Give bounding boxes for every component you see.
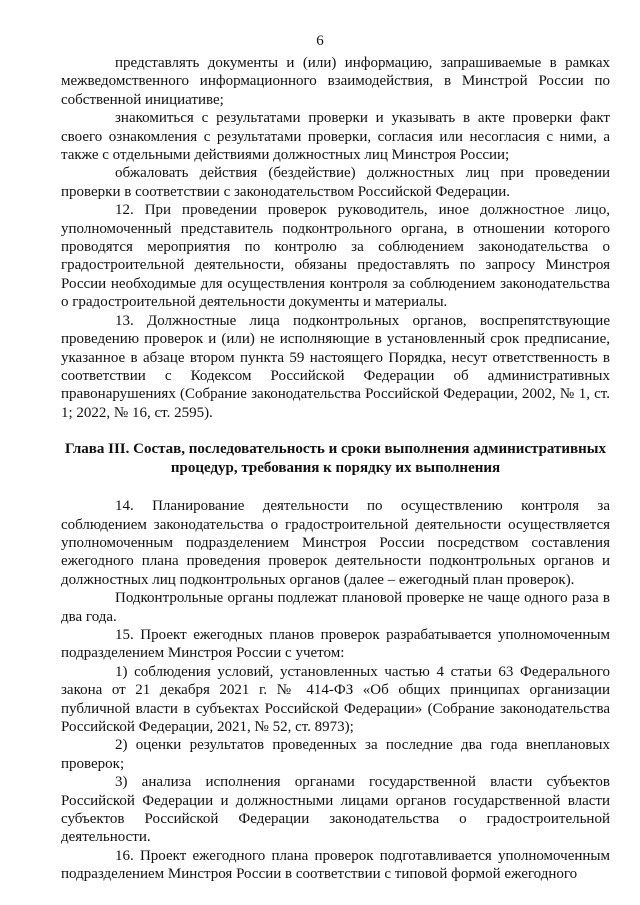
chapter-heading-line2: процедур, требования к порядку их выполнения [170, 460, 501, 477]
paragraph-right-submit-documents: представлять документы и (или) информацию, запрашиваемые в рамках межведомственного информационного взаимодействия, в Минстрой России по собственной инициативе; [61, 55, 610, 108]
paragraph-right-review-results: знакомиться с результатами проверки и указывать в акте проверки факт своего ознакомления с результатами проверки, согласия или несогласия с ними, а также с отдельными действиями должностных лиц Минстроя России; [61, 110, 610, 164]
paragraph-item-14: 14. Планирование деятельности по осуществлению контроля за соблюдением законодательства о градостроительной деятельности осуществляется уполномоченным подразделением Минстроя России посредством составления ежегодного плана проведения проверок деятельности подконтрольных органов и должностных лиц подконтрольных органов (далее – ежегодный план проверок). [61, 498, 610, 588]
paragraph-item-15-sub-1: 1) соблюдения условий, установленных частью 4 статьи 63 Федерального закона от 21 декабря 2021 г. № 414-ФЗ «Об общих принципах организации публичной власти в субъектах Российской Федерации» (Собрание законодательства Российской Федерации, 2021, № 52, ст. 8973); [61, 663, 610, 735]
paragraph-item-13: 13. Должностные лица подконтрольных органов, воспрепятствующие проведению проверок и (или) не исполняющие в установленный срок предписание, указанное в абзаце втором пункта 59 настоящего Порядка, несут ответственность в соответствии с Кодексом Российской Федерации об административных правонарушениях (Собрание законодательства Российской Федерации, 2002, № 1, ст. 1; 2022, № 16, ст. 2595). [61, 312, 610, 421]
paragraph-item-15: 15. Проект ежегодных планов проверок разрабатывается уполномоченным подразделением Минстроя России с учетом: [61, 626, 610, 662]
paragraph-item-15-sub-2: 2) оценки результатов проведенных за последние два года внеплановых проверок; [61, 737, 610, 772]
page-number: 6 [316, 33, 324, 49]
chapter-heading [61, 440, 610, 478]
document-body [61, 54, 610, 884]
paragraph-item-15-sub-3: 3) анализа исполнения органами государственной власти субъектов Российской Федерации и должностными лицами органов государственной власти субъектов Российской Федерации законодательства о градостроительной деятельности. [61, 774, 610, 846]
paragraph-inspection-frequency: Подконтрольные органы подлежат плановой проверке не чаще одного раза в два года. [61, 590, 610, 625]
paragraph-right-appeal: обжаловать действия (бездействие) должностных лиц при проведении проверки в соответствии с законодательством Российской Федерации. [61, 165, 610, 200]
paragraph-item-16: 16. Проект ежегодного плана проверок подготавливается уполномоченным подразделением Минстроя России в соответствии с типовой формой ежегодного [61, 847, 610, 883]
paragraph-item-12: 12. При проведении проверок руководитель, иное должностное лицо, уполномоченный представитель подконтрольного органа, в отношении которого проводятся мероприятия по контролю за соблюдением законодательства о градостроительной деятельности, обязаны предоставлять по запросу Минстроя России необходимые для осуществления контроля за соблюдением законодательства о градостроительной деятельности документы и материалы. [61, 202, 610, 311]
chapter-heading-line1: Глава III. Состав, последовательность и сроки выполнения административных [64, 441, 606, 458]
